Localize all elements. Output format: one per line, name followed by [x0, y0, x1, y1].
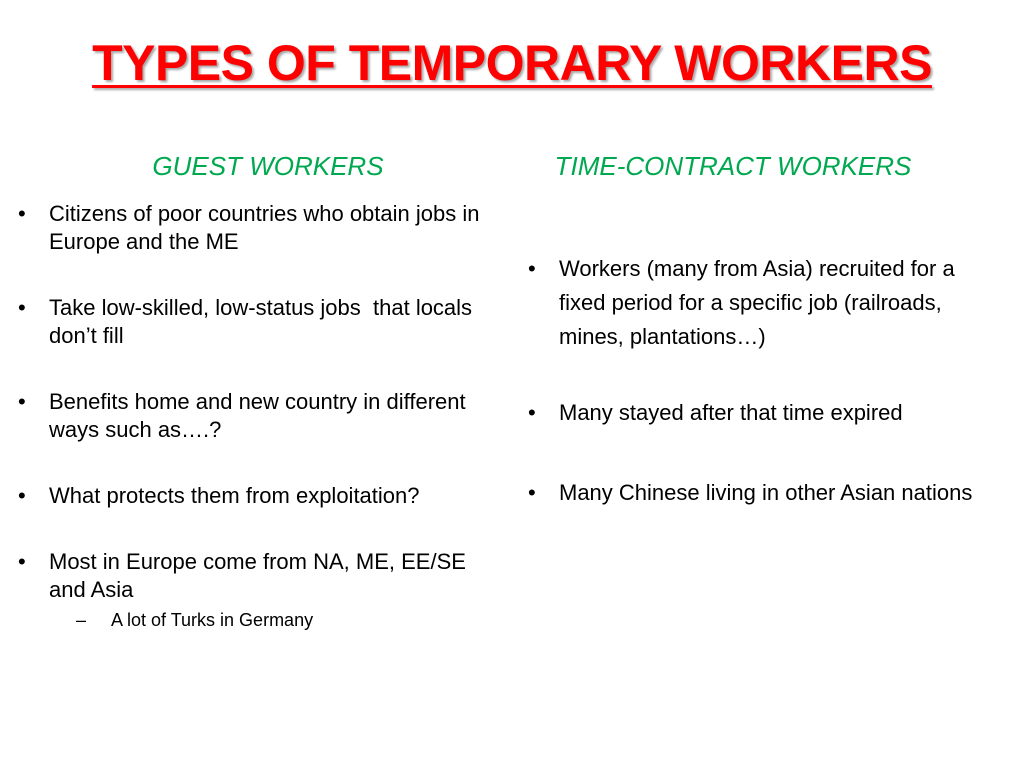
bullet-icon: • [528, 400, 536, 425]
bullet-text: Workers (many from Asia) recruited for a fixed period for a specific job (railroads, mines, plantations…) [559, 256, 955, 349]
time-contract-workers-heading: TIME-CONTRACT WORKERS [554, 151, 912, 181]
dash-icon: – [76, 610, 87, 630]
bullet-item [528, 252, 998, 354]
bullet-icon: • [528, 256, 536, 281]
bullet-text: Many Chinese living in other Asian nations [559, 480, 973, 505]
bullet-text: What protects them from exploitation? [49, 483, 420, 508]
bullet-item [528, 396, 998, 430]
slide-title: TYPES OF TEMPORARY WORKERS [92, 35, 932, 91]
bullet-icon: • [18, 483, 26, 508]
sub-bullet-text: A lot of Turks in Germany [111, 610, 314, 630]
bullet-text: Many stayed after that time expired [559, 400, 903, 425]
bullet-icon: • [18, 201, 26, 226]
bullet-item [18, 294, 498, 350]
bullet-text: Most in Europe come from NA, ME, EE/SE and Asia [49, 549, 466, 602]
bullet-text: Take low-skilled, low-status jobs that locals don’t fill [49, 295, 479, 348]
guest-workers-bullet-list [18, 200, 498, 632]
bullet-item [18, 548, 498, 632]
bullet-item [18, 482, 498, 510]
bullet-icon: • [18, 389, 26, 414]
bullet-text: Citizens of poor countries who obtain jobs in Europe and the ME [49, 201, 480, 254]
sub-bullet-item [49, 608, 498, 632]
bullet-item [528, 476, 998, 510]
guest-workers-heading: GUEST WORKERS [152, 151, 384, 181]
time-contract-workers-bullet-list [528, 252, 998, 510]
bullet-icon: • [528, 480, 536, 505]
bullet-icon: • [18, 295, 26, 320]
bullet-text: Benefits home and new country in different ways such as….? [49, 389, 466, 442]
bullet-icon: • [18, 549, 26, 574]
bullet-item [18, 200, 498, 256]
bullet-item [18, 388, 498, 444]
